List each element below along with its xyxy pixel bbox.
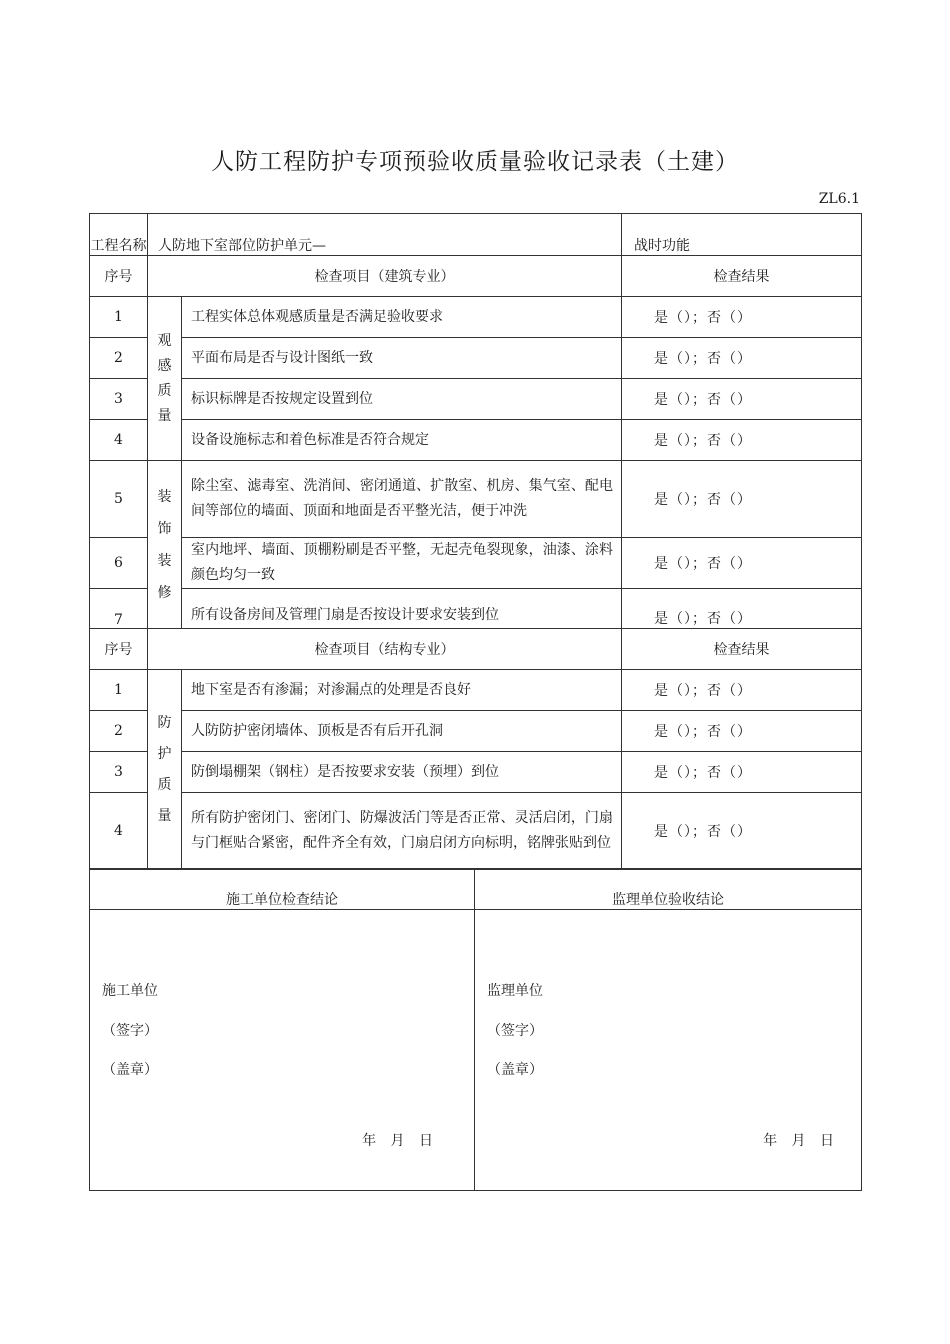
form-code: ZL6.1 [818, 191, 860, 207]
conclusion-table [89, 868, 862, 1191]
project-value-cell [148, 214, 622, 256]
row-item: 人防防护密闭墙体、顶板是否有后开孔洞 [182, 711, 622, 752]
contractor-sign-label: （签字） [102, 1022, 158, 1039]
project-label: 工程名称 [90, 238, 147, 254]
row-item: 防倒塌棚架（钢柱）是否按要求安装（预埋）到位 [182, 752, 622, 793]
row-result[interactable]: 是（）；否（） [622, 589, 862, 629]
row-result[interactable]: 是（）；否（） [622, 711, 862, 752]
function-label: 战时功能 [634, 238, 690, 254]
form-title: 人防工程防护专项预验收质量验收记录表（土建） [211, 149, 739, 175]
table-row [90, 461, 862, 538]
table-row [90, 420, 862, 461]
table-row [90, 379, 862, 420]
row-result[interactable]: 是（）；否（） [622, 461, 862, 538]
row-result[interactable]: 是（）；否（） [622, 297, 862, 338]
row-result[interactable]: 是（）；否（） [622, 793, 862, 870]
struct-no-header: 序号 [90, 629, 148, 670]
table-row [90, 793, 862, 870]
row-no: 1 [90, 297, 148, 338]
row-no: 3 [90, 752, 148, 793]
row-result[interactable]: 是（）；否（） [622, 420, 862, 461]
project-label-cell [90, 214, 148, 256]
arch-item-header: 检查项目（建筑专业） [148, 256, 622, 297]
category-cell-decoration: 装 饰 装 修 [148, 461, 182, 629]
row-no: 4 [90, 420, 148, 461]
row-no: 5 [90, 461, 148, 538]
row-no: 6 [90, 538, 148, 589]
supervisor-unit-label: 监理单位 [487, 983, 543, 999]
struct-item-header: 检查项目（结构专业） [148, 629, 622, 670]
row-item: 所有设备房间及管理门扇是否按设计要求安装到位 [182, 589, 622, 629]
contractor-conclusion-header: 施工单位检查结论 [90, 869, 475, 910]
row-no: 1 [90, 670, 148, 711]
supervisor-sign-area[interactable] [475, 910, 862, 1191]
table-row [90, 338, 862, 379]
row-item: 地下室是否有渗漏；对渗漏点的处理是否良好 [182, 670, 622, 711]
row-result[interactable]: 是（）；否（） [622, 538, 862, 589]
table-row [90, 711, 862, 752]
category-cell-protection: 防 护 质 量 [148, 670, 182, 870]
struct-result-header: 检查结果 [622, 629, 862, 670]
supervisor-sign-label: （签字） [487, 1022, 543, 1039]
struct-header-row [90, 629, 862, 670]
supervisor-date: 年 月 日 [763, 1133, 839, 1149]
row-no: 2 [90, 338, 148, 379]
row-no: 3 [90, 379, 148, 420]
contractor-date: 年 月 日 [362, 1133, 438, 1149]
project-row [90, 214, 862, 256]
table-row [90, 297, 862, 338]
row-result[interactable]: 是（）；否（） [622, 752, 862, 793]
arch-no-header: 序号 [90, 256, 148, 297]
table-row [90, 538, 862, 589]
table-row [90, 670, 862, 711]
category-cell-appearance: 观 感 质 量 [148, 297, 182, 461]
conclusion-body-row [90, 910, 862, 1191]
supervisor-conclusion-header: 监理单位验收结论 [475, 869, 862, 910]
table-row [90, 589, 862, 629]
row-no: 2 [90, 711, 148, 752]
arch-header-row [90, 256, 862, 297]
project-value: 人防地下室部位防护单元— [158, 238, 326, 254]
contractor-unit-label: 施工单位 [102, 983, 158, 999]
row-result[interactable]: 是（）；否（） [622, 379, 862, 420]
row-item: 工程实体总体观感质量是否满足验收要求 [182, 297, 622, 338]
row-item: 室内地坪、墙面、顶棚粉刷是否平整，无起壳龟裂现象，油漆、涂料颜色均匀一致 [182, 538, 622, 589]
contractor-seal-label: （盖章） [102, 1062, 158, 1078]
table-row [90, 752, 862, 793]
row-item: 设备设施标志和着色标准是否符合规定 [182, 420, 622, 461]
row-result[interactable]: 是（）；否（） [622, 670, 862, 711]
row-item: 除尘室、滤毒室、洗消间、密闭通道、扩散室、机房、集气室、配电间等部位的墙面、顶面和地面是否平整光洁，便于冲洗 [182, 461, 622, 538]
inspection-form-table [89, 213, 862, 870]
conclusion-header-row [90, 869, 862, 910]
row-item: 平面布局是否与设计图纸一致 [182, 338, 622, 379]
row-result[interactable]: 是（）；否（） [622, 338, 862, 379]
arch-result-header: 检查结果 [622, 256, 862, 297]
row-no: 7 [90, 589, 148, 629]
row-item: 所有防护密闭门、密闭门、防爆波活门等是否正常、灵活启闭，门扇与门框贴合紧密，配件齐全有效，门扇启闭方向标明，铭牌张贴到位 [182, 793, 622, 870]
supervisor-seal-label: （盖章） [487, 1062, 543, 1078]
row-item: 标识标牌是否按规定设置到位 [182, 379, 622, 420]
contractor-sign-area[interactable] [90, 910, 475, 1191]
row-no: 4 [90, 793, 148, 870]
function-cell [622, 214, 862, 256]
